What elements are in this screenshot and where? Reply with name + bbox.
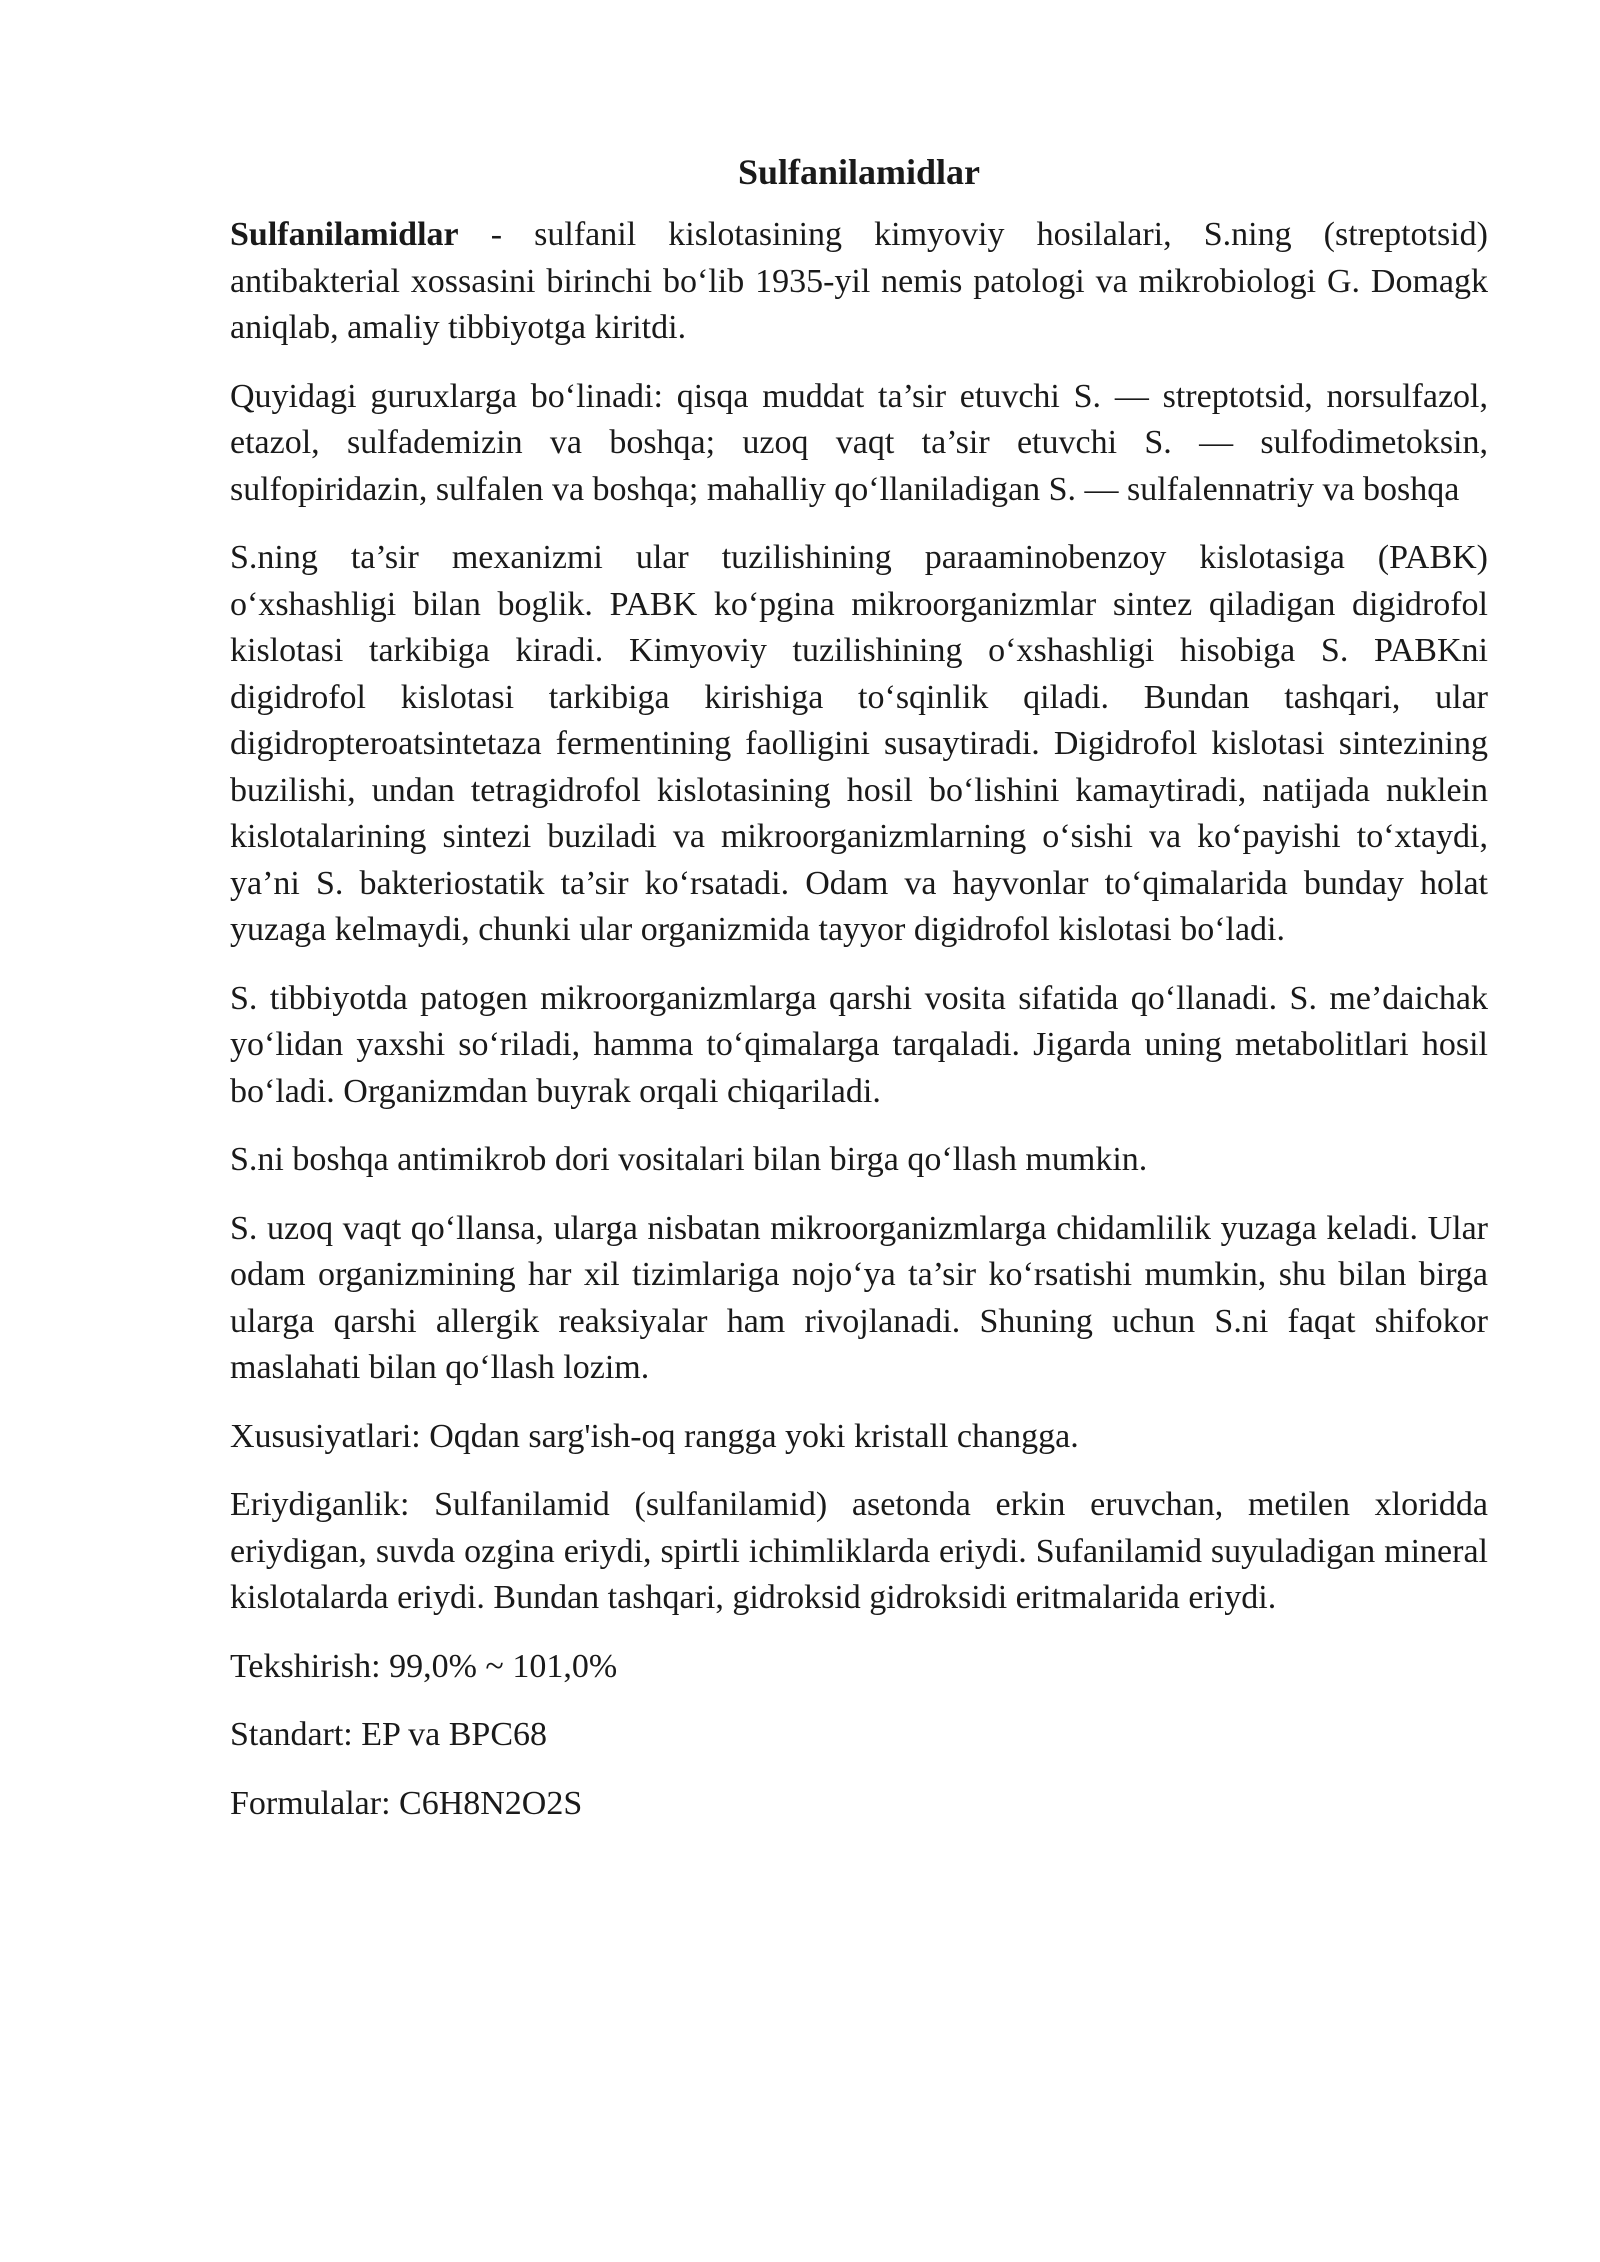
paragraph-assay: Tekshirish: 99,0% ~ 101,0% (230, 1647, 618, 1685)
intro-term: Sulfanilamidlar (230, 216, 459, 253)
document-page (230, 150, 1488, 1849)
paragraph-side-effects: S. uzoq vaqt qo‘llansa, ularga nisbatan mikroorganizmlarga chidamlilik yuzaga keladi. Ular odam organizmining har xil tizimlariga nojo‘ya ta’sir ko‘rsatishi mumkin, shu bilan birga ularga qarshi allergik reaksiyalar ham rivojlanadi. Shuning uchun S.ni faqat shifokor maslahati bilan qo‘llash lozim. (230, 1209, 1488, 1386)
paragraph-combination: S.ni boshqa antimikrob dori vositalari bilan birga qo‘llash mumkin. (230, 1141, 1148, 1178)
paragraph-solubility: Eriydiganlik: Sulfanilamid (sulfanilamid) asetonda erkin eruvchan, metilen xloridda eriydigan, suvda ozgina eriydi, spirtli ichimliklarda eriydi. Sufanilamid suyuladigan mineral kislotalarda eriydi. Bundan tashqari, gidroksid gidroksidi eritmalarida eriydi. (230, 1486, 1488, 1616)
paragraph-mechanism: S.ning ta’sir mexanizmi ular tuzilishining paraaminobenzoy kislotasiga (PABK) o‘xshashligi bilan boglik. PABK ko‘pgina mikroorganizmlar sintez qiladigan digidrofol kislotasi tarkibiga kiradi. Kimyoviy tuzilishining o‘xshashligi hisobiga S. PABKni digidrofol kislotasi tarkibiga kirishiga to‘sqinlik qiladi. Bundan tashqari, ular digidropteroatsintetaza fermentining faolligini susaytiradi. Digidrofol kislotasi sintezining buzilishi, undan tetragidrofol kislotasining hosil bo‘lishini kamaytiradi, natijada nuklein kislotalarining sintezi buziladi va mikroorganizmlarning o‘sishi va ko‘payishi to‘xtaydi, ya’ni S. bakteriostatik ta’sir ko‘rsatadi. Odam va hayvonlar to‘qimalarida bunday holat yuzaga kelmaydi, chunki ular organizmida tayyor digidrofol kislotasi bo‘ladi. (230, 539, 1488, 948)
document-title: Sulfanilamidlar (737, 152, 981, 192)
paragraph-groups: Quyidagi guruxlarga bo‘linadi: qisqa muddat ta’sir etuvchi S. — streptotsid, norsulfazol, etazol, sulfademizin va boshqa; uzoq vaqt ta’sir etuvchi S. — sulfodimetoksin, sulfopiridazin, sulfalen va boshqa; mahalliy qo‘llaniladigan S. — sulfalennatriy va boshqa (230, 377, 1488, 508)
intro-paragraph (230, 212, 1488, 352)
paragraph-formula: Formulalar: C6H8N2O2S (230, 1784, 583, 1822)
paragraph-properties: Xususiyatlari: Oqdan sarg'ish-oq rangga yoki kristall changga. (230, 1417, 1079, 1455)
paragraph-usage: S. tibbiyotda patogen mikroorganizmlarga qarshi vosita sifatida qo‘llanadi. S. me’daichak yo‘lidan yaxshi so‘riladi, hamma to‘qimalarga tarqaladi. Jigarda uning metabolitlari hosil bo‘ladi. Organizmdan buyrak orqali chiqariladi. (230, 979, 1488, 1110)
intro-text: - sulfanil kislotasining kimyoviy hosilalari, S.ning (streptotsid) antibakterial xossasini birinchi bo‘lib 1935-yil nemis patologi va mikrobiologi G. Domagk aniqlab, amaliy tibbiyotga kiritdi. (230, 216, 1488, 346)
paragraph-standard: Standart: EP va BPC68 (230, 1716, 548, 1753)
